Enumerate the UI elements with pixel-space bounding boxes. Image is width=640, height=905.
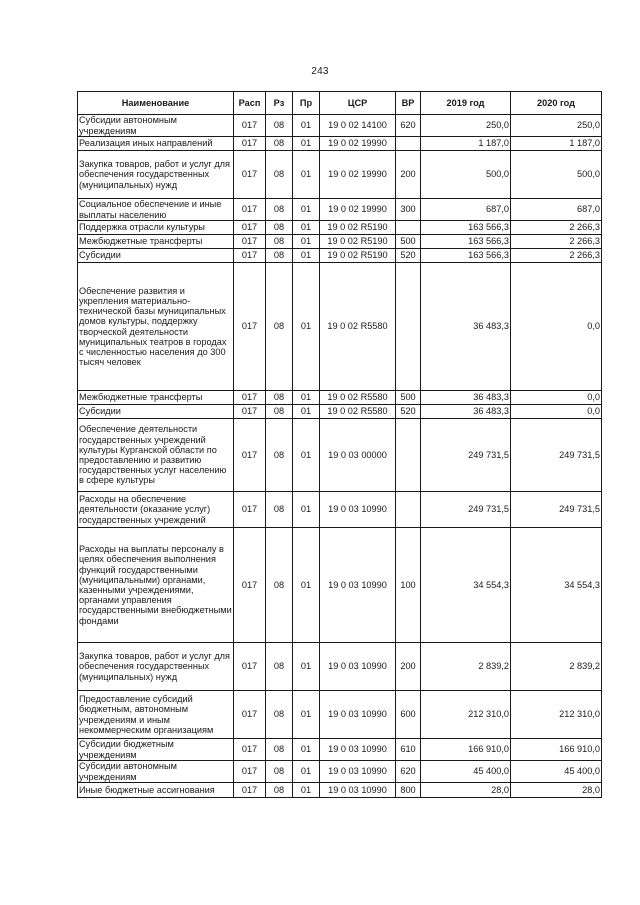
table-row [78, 249, 602, 263]
page-number: 243 [311, 66, 329, 77]
cell-rz: 08 [266, 783, 293, 798]
cell-vr: 800 [396, 783, 421, 798]
cell-vr: 500 [396, 391, 421, 405]
table-row [78, 419, 602, 492]
cell-rz: 08 [266, 405, 293, 419]
cell-name: Реализация иных направлений [78, 137, 234, 151]
cell-vr: 600 [396, 691, 421, 739]
cell-rasp: 017 [234, 115, 266, 137]
table-row [78, 643, 602, 691]
cell-y2019: 36 483,3 [421, 405, 511, 419]
cell-vr: 620 [396, 761, 421, 783]
cell-rz: 08 [266, 199, 293, 221]
cell-pr: 01 [293, 151, 320, 199]
cell-csr: 19 0 02 R5190 [320, 235, 396, 249]
cell-rasp: 017 [234, 391, 266, 405]
budget-table [77, 91, 602, 798]
cell-csr: 19 0 02 R5580 [320, 405, 396, 419]
cell-rz: 08 [266, 137, 293, 151]
cell-rz: 08 [266, 419, 293, 492]
cell-pr: 01 [293, 137, 320, 151]
cell-rasp: 017 [234, 249, 266, 263]
cell-pr: 01 [293, 643, 320, 691]
cell-pr: 01 [293, 249, 320, 263]
cell-rz: 08 [266, 691, 293, 739]
cell-name: Социальное обеспечение и иные выплаты населению [78, 199, 234, 221]
cell-csr: 19 0 02 19990 [320, 151, 396, 199]
cell-csr: 19 0 02 R5580 [320, 391, 396, 405]
cell-y2019: 500,0 [421, 151, 511, 199]
cell-y2019: 250,0 [421, 115, 511, 137]
cell-y2019: 212 310,0 [421, 691, 511, 739]
cell-y2020: 0,0 [511, 405, 602, 419]
cell-pr: 01 [293, 263, 320, 391]
cell-name: Субсидии автономным учреждениям [78, 761, 234, 783]
cell-y2020: 1 187,0 [511, 137, 602, 151]
cell-y2020: 687,0 [511, 199, 602, 221]
cell-rz: 08 [266, 221, 293, 235]
cell-y2020: 34 554,3 [511, 528, 602, 643]
cell-pr: 01 [293, 115, 320, 137]
cell-name: Расходы на выплаты персоналу в целях обеспечения выполнения функций государственными (муниципальными) органами, казенными учреждениями, органами управления государственными внебюджетными фондами [78, 528, 234, 643]
cell-pr: 01 [293, 739, 320, 761]
cell-y2020: 2 266,3 [511, 235, 602, 249]
cell-pr: 01 [293, 221, 320, 235]
cell-rasp: 017 [234, 199, 266, 221]
cell-rasp: 017 [234, 235, 266, 249]
cell-y2019: 163 566,3 [421, 249, 511, 263]
cell-name: Межбюджетные трансферты [78, 391, 234, 405]
header-name: Наименование [78, 92, 234, 115]
cell-rasp: 017 [234, 739, 266, 761]
cell-y2020: 212 310,0 [511, 691, 602, 739]
cell-csr: 19 0 02 19990 [320, 137, 396, 151]
cell-rasp: 017 [234, 761, 266, 783]
cell-name: Поддержка отрасли культуры [78, 221, 234, 235]
cell-pr: 01 [293, 761, 320, 783]
cell-vr: 520 [396, 405, 421, 419]
cell-pr: 01 [293, 783, 320, 798]
cell-pr: 01 [293, 391, 320, 405]
table-row [78, 115, 602, 137]
cell-y2020: 249 731,5 [511, 492, 602, 528]
header-rz: Рз [266, 92, 293, 115]
cell-vr: 520 [396, 249, 421, 263]
cell-rz: 08 [266, 391, 293, 405]
cell-name: Расходы на обеспечение деятельности (оказание услуг) государственных учреждений [78, 492, 234, 528]
cell-rasp: 017 [234, 263, 266, 391]
cell-rasp: 017 [234, 405, 266, 419]
cell-y2020: 28,0 [511, 783, 602, 798]
table-row [78, 761, 602, 783]
cell-csr: 19 0 02 R5580 [320, 263, 396, 391]
cell-y2020: 2 839,2 [511, 643, 602, 691]
cell-pr: 01 [293, 492, 320, 528]
cell-vr [396, 263, 421, 391]
cell-vr: 100 [396, 528, 421, 643]
table-row [78, 199, 602, 221]
cell-y2020: 166 910,0 [511, 739, 602, 761]
table-row [78, 783, 602, 798]
cell-y2019: 163 566,3 [421, 221, 511, 235]
cell-y2020: 250,0 [511, 115, 602, 137]
cell-y2019: 163 566,3 [421, 235, 511, 249]
cell-rasp: 017 [234, 137, 266, 151]
cell-vr: 610 [396, 739, 421, 761]
cell-y2020: 2 266,3 [511, 249, 602, 263]
cell-csr: 19 0 02 14100 [320, 115, 396, 137]
cell-csr: 19 0 03 10990 [320, 528, 396, 643]
cell-y2020: 45 400,0 [511, 761, 602, 783]
cell-y2020: 0,0 [511, 263, 602, 391]
cell-y2019: 36 483,3 [421, 391, 511, 405]
cell-y2019: 687,0 [421, 199, 511, 221]
cell-name: Субсидии [78, 405, 234, 419]
table-row [78, 221, 602, 235]
cell-vr: 200 [396, 643, 421, 691]
cell-rz: 08 [266, 739, 293, 761]
cell-rasp: 017 [234, 643, 266, 691]
cell-y2019: 249 731,5 [421, 419, 511, 492]
cell-csr: 19 0 03 00000 [320, 419, 396, 492]
cell-csr: 19 0 03 10990 [320, 783, 396, 798]
cell-name: Субсидии бюджетным учреждениям [78, 739, 234, 761]
cell-y2019: 2 839,2 [421, 643, 511, 691]
cell-rasp: 017 [234, 528, 266, 643]
cell-y2019: 45 400,0 [421, 761, 511, 783]
cell-rz: 08 [266, 249, 293, 263]
cell-csr: 19 0 03 10990 [320, 739, 396, 761]
cell-vr: 300 [396, 199, 421, 221]
cell-y2020: 249 731,5 [511, 419, 602, 492]
table-row [78, 391, 602, 405]
cell-csr: 19 0 03 10990 [320, 492, 396, 528]
cell-name: Межбюджетные трансферты [78, 235, 234, 249]
cell-y2019: 249 731,5 [421, 492, 511, 528]
header-pr: Пр [293, 92, 320, 115]
cell-rasp: 017 [234, 151, 266, 199]
cell-y2019: 28,0 [421, 783, 511, 798]
table-row [78, 492, 602, 528]
cell-pr: 01 [293, 691, 320, 739]
cell-rz: 08 [266, 528, 293, 643]
cell-vr [396, 419, 421, 492]
cell-rz: 08 [266, 151, 293, 199]
cell-vr: 620 [396, 115, 421, 137]
table-row [78, 405, 602, 419]
cell-name: Иные бюджетные ассигнования [78, 783, 234, 798]
table-row [78, 739, 602, 761]
cell-rasp: 017 [234, 783, 266, 798]
cell-rz: 08 [266, 235, 293, 249]
cell-vr [396, 492, 421, 528]
table-body [78, 115, 602, 798]
cell-name: Предоставление субсидий бюджетным, автономным учреждениям и иным некоммерческим организациям [78, 691, 234, 739]
cell-y2020: 500,0 [511, 151, 602, 199]
table-row [78, 263, 602, 391]
cell-pr: 01 [293, 235, 320, 249]
cell-name: Субсидии [78, 249, 234, 263]
cell-pr: 01 [293, 419, 320, 492]
cell-pr: 01 [293, 405, 320, 419]
cell-y2019: 36 483,3 [421, 263, 511, 391]
cell-vr [396, 137, 421, 151]
cell-y2020: 0,0 [511, 391, 602, 405]
cell-csr: 19 0 02 19990 [320, 199, 396, 221]
header-2020: 2020 год [511, 92, 602, 115]
table-row [78, 235, 602, 249]
cell-name: Обеспечение деятельности государственных учреждений культуры Курганской области по предоставлению и развитию государственных услуг населению в сфере культуры [78, 419, 234, 492]
cell-rasp: 017 [234, 221, 266, 235]
header-2019: 2019 год [421, 92, 511, 115]
header-vr: ВР [396, 92, 421, 115]
cell-name: Обеспечение развития и укрепления материально-технической базы муниципальных домов культуры, поддержку творческой деятельности муниципальных театров в городах с численностью населения до 300 тысяч человек [78, 263, 234, 391]
cell-y2019: 1 187,0 [421, 137, 511, 151]
cell-vr [396, 221, 421, 235]
header-csr: ЦСР [320, 92, 396, 115]
cell-csr: 19 0 03 10990 [320, 643, 396, 691]
table-row [78, 137, 602, 151]
table-row [78, 528, 602, 643]
cell-y2019: 34 554,3 [421, 528, 511, 643]
table-row [78, 151, 602, 199]
cell-rz: 08 [266, 492, 293, 528]
cell-rz: 08 [266, 115, 293, 137]
cell-name: Закупка товаров, работ и услуг для обеспечения государственных (муниципальных) нужд [78, 643, 234, 691]
cell-rasp: 017 [234, 492, 266, 528]
cell-csr: 19 0 02 R5190 [320, 249, 396, 263]
table-header-row [78, 92, 602, 115]
cell-name: Субсидии автономным учреждениям [78, 115, 234, 137]
cell-vr: 200 [396, 151, 421, 199]
cell-pr: 01 [293, 199, 320, 221]
cell-rz: 08 [266, 643, 293, 691]
cell-csr: 19 0 03 10990 [320, 761, 396, 783]
table-row [78, 691, 602, 739]
header-rasp: Расп [234, 92, 266, 115]
cell-csr: 19 0 03 10990 [320, 691, 396, 739]
cell-vr: 500 [396, 235, 421, 249]
cell-rz: 08 [266, 761, 293, 783]
cell-y2020: 2 266,3 [511, 221, 602, 235]
cell-rz: 08 [266, 263, 293, 391]
cell-y2019: 166 910,0 [421, 739, 511, 761]
cell-rasp: 017 [234, 419, 266, 492]
cell-csr: 19 0 02 R5190 [320, 221, 396, 235]
cell-pr: 01 [293, 528, 320, 643]
cell-rasp: 017 [234, 691, 266, 739]
cell-name: Закупка товаров, работ и услуг для обеспечения государственных (муниципальных) нужд [78, 151, 234, 199]
